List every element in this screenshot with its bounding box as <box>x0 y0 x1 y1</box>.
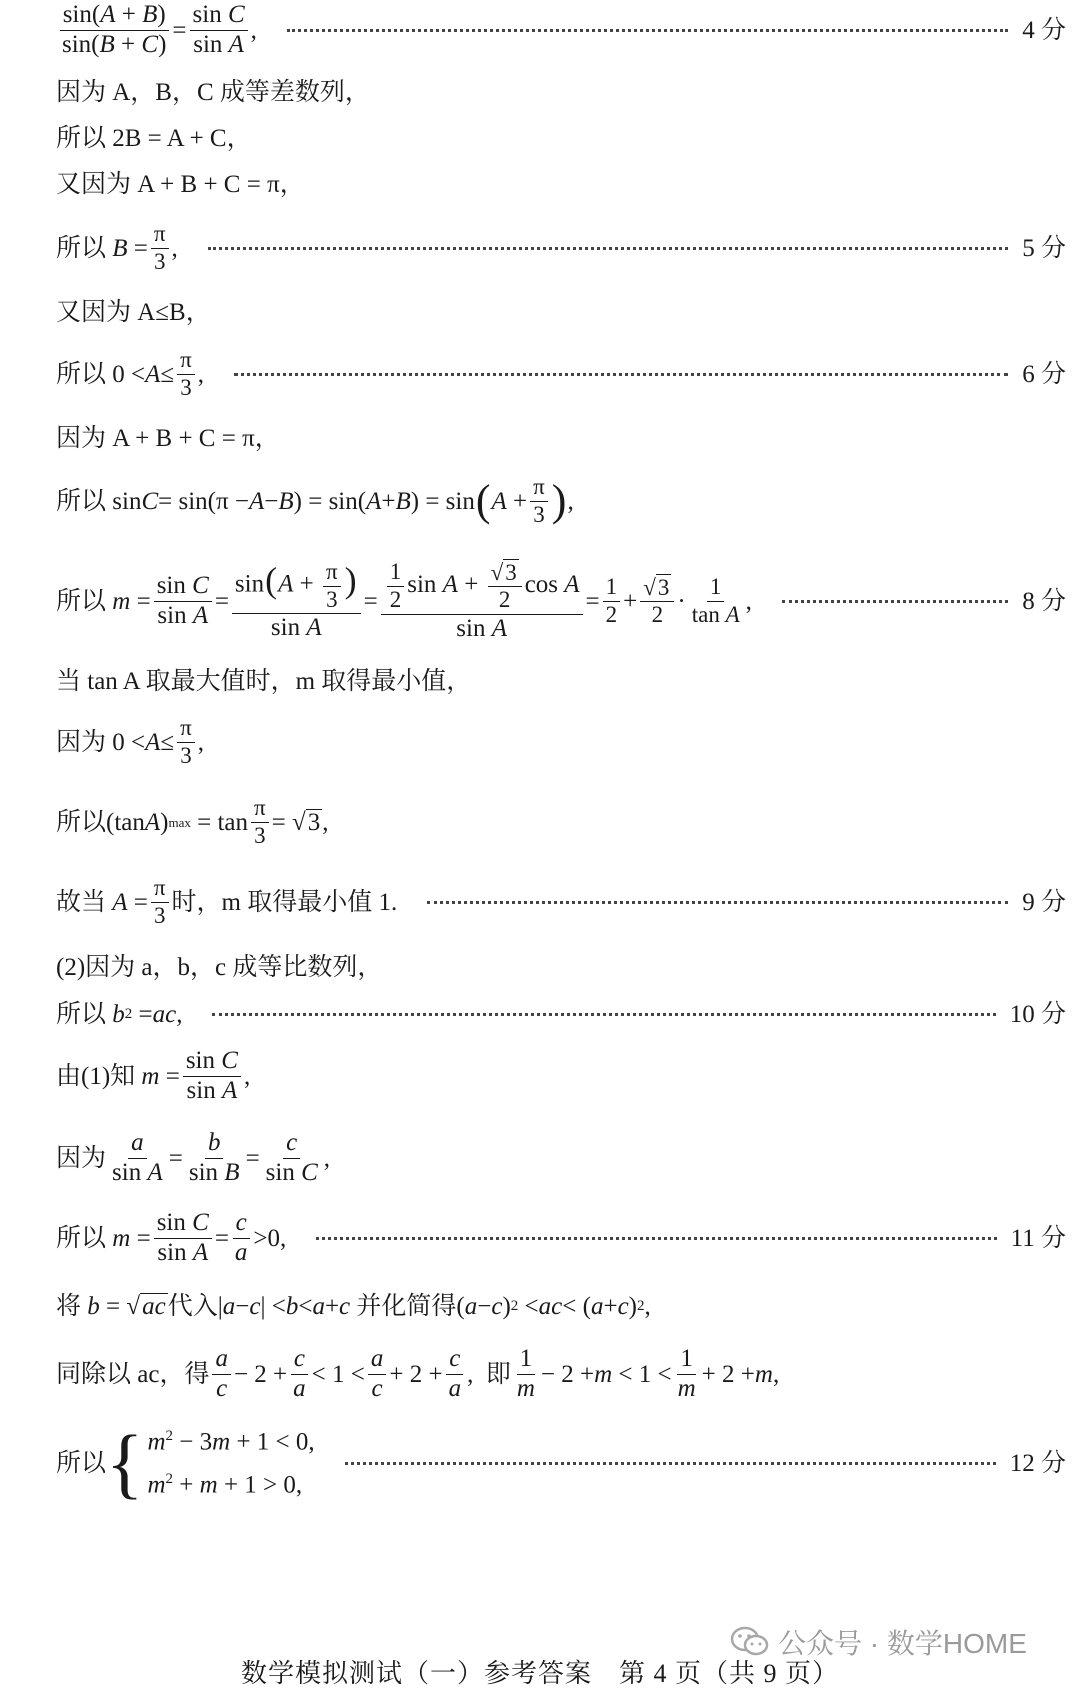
equation-system: { $m^2 - 3m + 1 < 0$, $m^2 + m + 1 > 0$, <box>106 1419 315 1506</box>
score-mark: 12 分 <box>1009 1449 1066 1477</box>
dot-leader <box>212 1013 995 1016</box>
solution-line-22: 所以 { $m^2 - 3m + 1 < 0$, $m^2 + m + 1 > 0$, 12 分 <box>56 1419 1066 1506</box>
solution-line-3: 所以 2B = A + C， <box>56 124 252 152</box>
solution-line-5: 所以 B = $\frac{\pi}{3}$ , 5 分 <box>56 221 1066 274</box>
dot-leader <box>316 1237 996 1240</box>
score-mark: 10 分 <box>1009 1000 1066 1028</box>
solution-line-19: 所以 m = $\frac{\text{sin C}}{\text{sin A}}$ = $\frac{c}{a}$ >0, 11 分 <box>56 1208 1066 1266</box>
solution-line-14: 故当 A = $\frac{\pi}{3}$ 时，m 取得最小值 1. 9 分 <box>56 875 1066 928</box>
dot-leader <box>287 29 1008 32</box>
watermark: 公众号 · 数学HOME <box>730 1622 1027 1662</box>
solution-line-12: 因为 0 < A ≤ $\frac{\pi}{3}$ , <box>56 715 205 768</box>
solution-line-7: 所以 0 < A ≤ $\frac{\pi}{3}$ , 6 分 <box>56 347 1066 400</box>
dot-leader <box>208 247 1008 250</box>
dot-leader <box>345 1462 996 1465</box>
score-mark: 8 分 <box>1022 587 1066 615</box>
solution-line-6: 又因为 A≤B， <box>56 298 211 326</box>
solution-line-21: 同除以 ac，得 $\frac{a}{c}$ − 2 + $\frac{c}{a}$ < 1 < $\frac{a}{c}$ + 2 + $\frac{c}{a}$ , 即 $\frac{1}{m}$ − 2 + m < 1 < $\frac{1}{m}$ + 2 + m , <box>56 1344 780 1402</box>
dot-leader <box>782 600 1008 603</box>
solution-line-11: 当 tan A 取最大值时，m 取得最小值， <box>56 667 472 695</box>
page-footer: 数学模拟测试（一）参考答案 第 4 页（共 9 页） <box>240 1659 839 1688</box>
solution-line-1: $\frac{\sin(A + B)}{\sin(B + C)}$ = $\frac{\text{sin C}}{\text{sin A}}$ , 4 分 <box>56 8 1066 52</box>
solution-line-20: 将 b = √ ac 代入 | a − c | < b < a + c 并化简得 ( a − c ) 2 < ac < ( a + c ) 2 , <box>56 1292 651 1320</box>
solution-line-16: 所以 b 2 = ac , 10 分 <box>56 1000 1066 1028</box>
solution-line-10: 所以 m = $\frac{\text{sin C}}{\text{sin A}}$ = sin(A + $\frac{\pi}{3}$ ) sin A = $\frac{1}{2}$ sin A + √ 3 2 cos A sin A = $\frac{1}{2}$ + √ 3 2 · $\frac{1}{\text{tan A}}$ , 8 分 <box>56 559 1066 642</box>
solution-line-15: (2)因为 a，b，c 成等比数列， <box>56 953 383 981</box>
score-mark: 9 分 <box>1022 888 1066 916</box>
solution-line-17: 由(1)知 m = $\frac{\text{sin C}}{\text{sin A}}$ , <box>56 1046 251 1104</box>
dot-leader <box>427 901 1008 904</box>
solution-line-8: 因为 A + B + C = π， <box>56 424 280 452</box>
score-mark: 6 分 <box>1022 360 1066 388</box>
solution-line-18: 因为 $\frac{a}{\text{sin A}}$ = $\frac{b}{\text{sin B}}$ = $\frac{c}{\text{sin C}}$ , <box>56 1128 331 1186</box>
solution-line-13: 所以 (tan A ) max = tan $\frac{\pi}{3}$ = √ 3 , <box>56 795 329 848</box>
score-mark: 5 分 <box>1022 234 1066 262</box>
score-mark: 11 分 <box>1010 1224 1066 1252</box>
solution-line-2: 因为 A，B，C 成等差数列， <box>56 78 370 106</box>
solution-line-9: 所以 sin C = sin(π − A − B ) = sin( A + B ) = sin ( A + $\frac{\pi}{3}$ ) , <box>56 474 574 527</box>
solution-line-4: 又因为 A + B + C = π， <box>56 170 305 198</box>
dot-leader <box>234 373 1008 376</box>
score-mark: 4 分 <box>1022 16 1066 44</box>
